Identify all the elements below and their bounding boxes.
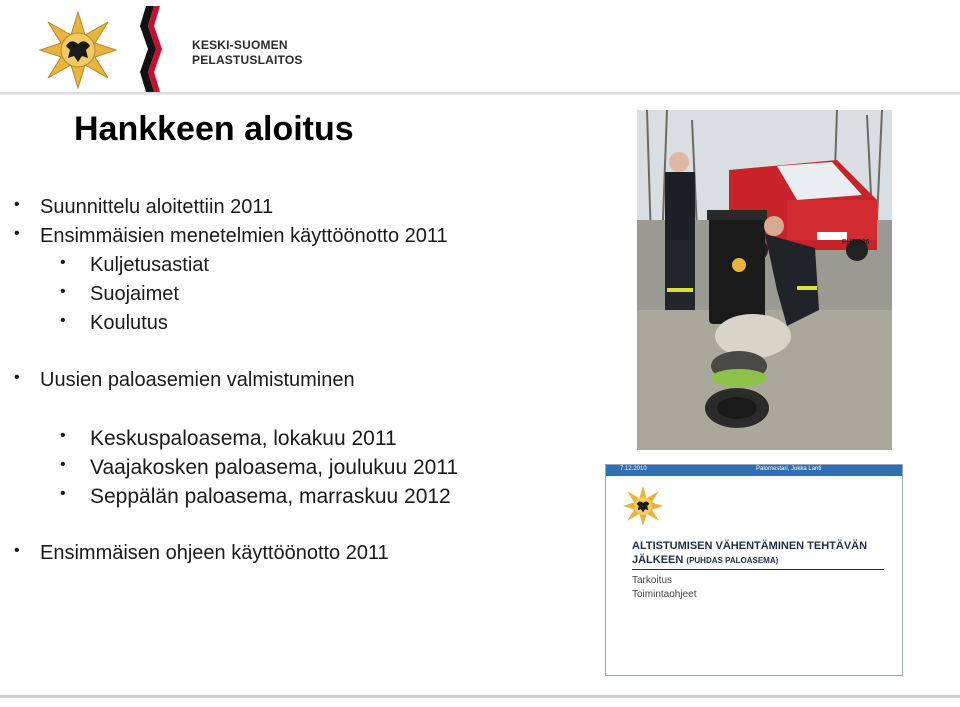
brand-stripe bbox=[140, 6, 162, 92]
document-thumbnail bbox=[605, 464, 903, 676]
document-header-bar bbox=[606, 465, 902, 476]
firefighters-photo bbox=[637, 110, 892, 450]
sub-bullet-item: • Kuljetusastiat bbox=[90, 254, 209, 277]
organization-name bbox=[192, 38, 303, 68]
star-badge-eagle-icon bbox=[622, 485, 664, 527]
sub-bullet-item: • Suojaimet bbox=[90, 283, 179, 306]
sub-bullet-item: • Keskuspaloasema, lokakuu 2011 bbox=[90, 427, 397, 451]
bullet-item: • Ensimmäisen ohjeen käyttöönotto 2011 bbox=[40, 542, 389, 565]
sub-bullet-item: • Seppälän paloasema, marraskuu 2012 bbox=[90, 485, 451, 509]
sub-bullet-item: • Vaajakosken paloasema, joulukuu 2011 bbox=[90, 456, 458, 480]
bullet-item: • Suunnittelu aloitettiin 2011 bbox=[40, 196, 273, 219]
doc-item: Tarkoitus bbox=[632, 575, 673, 586]
doc-date: 7.12.2010 bbox=[620, 466, 647, 472]
doc-item: Toimintaohjeet bbox=[632, 589, 697, 600]
doc-heading-small: (PUHDAS PALOASEMA) bbox=[686, 556, 779, 565]
doc-heading-line-2: JÄLKEEN bbox=[632, 554, 684, 566]
star-badge-eagle-icon bbox=[38, 10, 118, 90]
doc-author: Palomestari, Jukka Lanti bbox=[756, 466, 822, 472]
van-plate: FHT-486 bbox=[842, 239, 870, 246]
sub-bullet-item: • Koulutus bbox=[90, 312, 168, 335]
document-heading bbox=[632, 539, 867, 568]
header-divider bbox=[0, 92, 960, 95]
bullet-item: • Uusien paloasemien valmistuminen bbox=[40, 369, 355, 392]
document-divider bbox=[632, 569, 884, 570]
header bbox=[0, 0, 960, 94]
org-line-2: PELASTUSLAITOS bbox=[192, 53, 303, 67]
footer-divider bbox=[0, 695, 960, 698]
bullet-item: • Ensimmäisien menetelmien käyttöönotto 2011 bbox=[40, 225, 448, 248]
org-line-1: KESKI-SUOMEN bbox=[192, 38, 288, 52]
slide-title: Hankkeen aloitus bbox=[74, 110, 354, 148]
doc-heading-line-1: ALTISTUMISEN VÄHENTÄMINEN TEHTÄVÄN bbox=[632, 540, 868, 552]
